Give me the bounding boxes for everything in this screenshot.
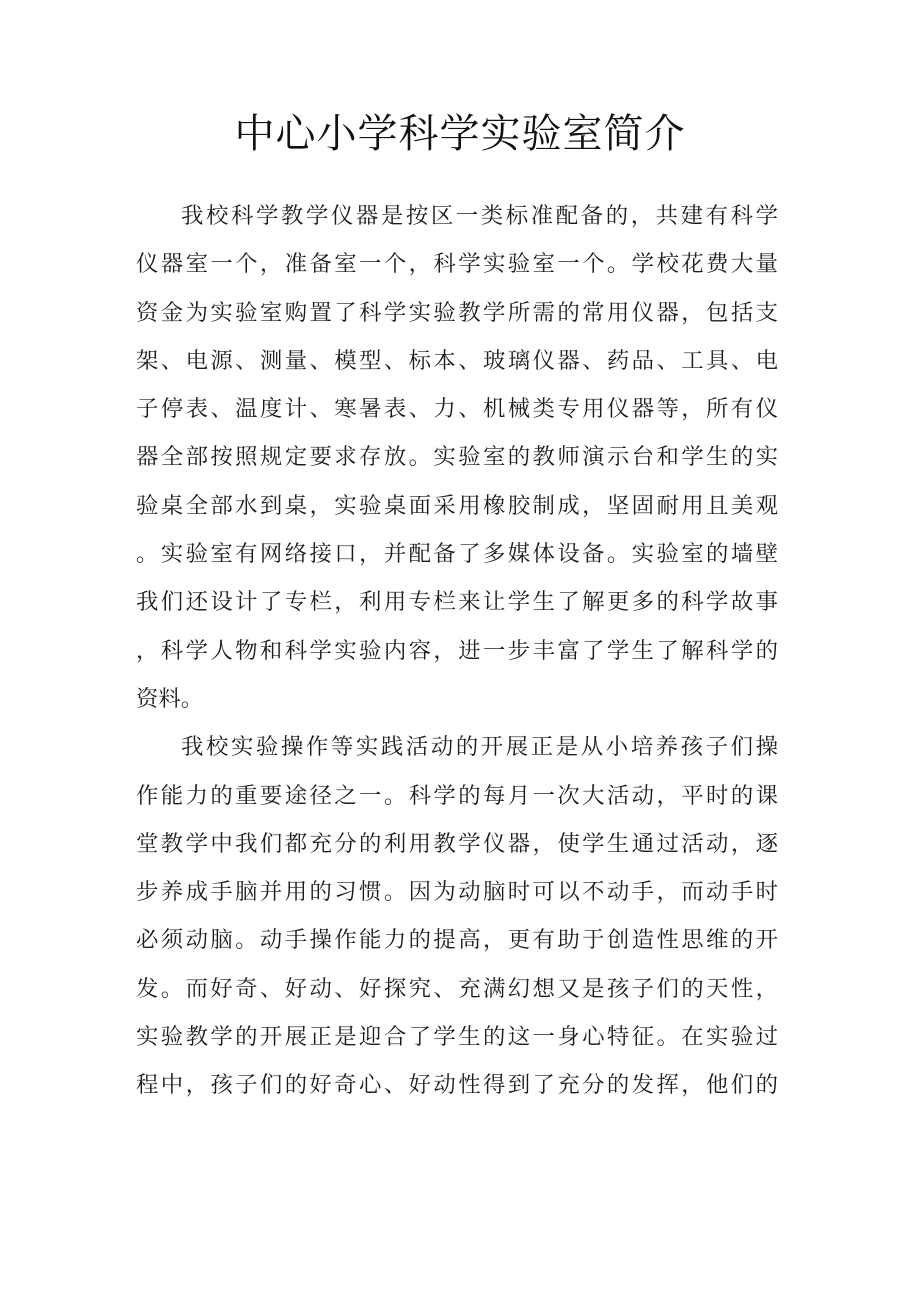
text-line: 堂教学中我们都充分的利用教学仪器，使学生通过活动，逐: [136, 830, 778, 857]
text-line: 。实验室有网络接口，并配备了多媒体设备。实验室的墙壁: [136, 541, 778, 568]
text-line: 步养成手脑并用的习惯。因为动脑时可以不动手，而动手时: [136, 879, 778, 906]
text-line: 架、电源、测量、模型、标本、玻璃仪器、药品、工具、电: [136, 347, 778, 374]
text-line: 我校科学教学仪器是按区一类标准配备的，共建有科学: [181, 203, 778, 229]
text-line: 验桌全部水到桌，实验桌面采用橡胶制成，坚固耐用且美观: [136, 492, 778, 519]
text-line: 仪器室一个，准备室一个，科学实验室一个。学校花费大量: [136, 251, 778, 278]
text-line: 子停表、温度计、寒暑表、力、机械类专用仪器等，所有仪: [136, 396, 778, 423]
text-line: 资金为实验室购置了科学实验教学所需的常用仪器，包括支: [136, 299, 778, 326]
text-line: 作能力的重要途径之一。科学的每月一次大活动，平时的课: [136, 782, 778, 809]
text-line: 发。而好奇、好动、好探究、充满幻想又是孩子们的天性，: [136, 975, 778, 1002]
text-line: 资料。: [136, 685, 204, 712]
text-line: ，科学人物和科学实验内容，进一步丰富了学生了解科学的: [136, 637, 778, 664]
paragraph-2: [136, 723, 778, 1109]
paragraph-1: [136, 192, 778, 723]
text-line: 器全部按照规定要求存放。实验室的教师演示台和学生的实: [136, 444, 778, 471]
text-line: 程中，孩子们的好奇心、好动性得到了充分的发挥，他们的: [136, 1072, 778, 1099]
text-line: 实验教学的开展正是迎合了学生的这一身心特征。在实验过: [136, 1024, 778, 1051]
document-title: 中心小学科学实验室简介: [234, 111, 686, 157]
text-line: 必须动脑。动手操作能力的提高，更有助于创造性思维的开: [136, 927, 778, 954]
document-body: [136, 192, 778, 1110]
text-line: 我们还设计了专栏，利用专栏来让学生了解更多的科学故事: [136, 589, 778, 616]
text-line: 我校实验操作等实践活动的开展正是从小培养孩子们操: [181, 734, 778, 761]
